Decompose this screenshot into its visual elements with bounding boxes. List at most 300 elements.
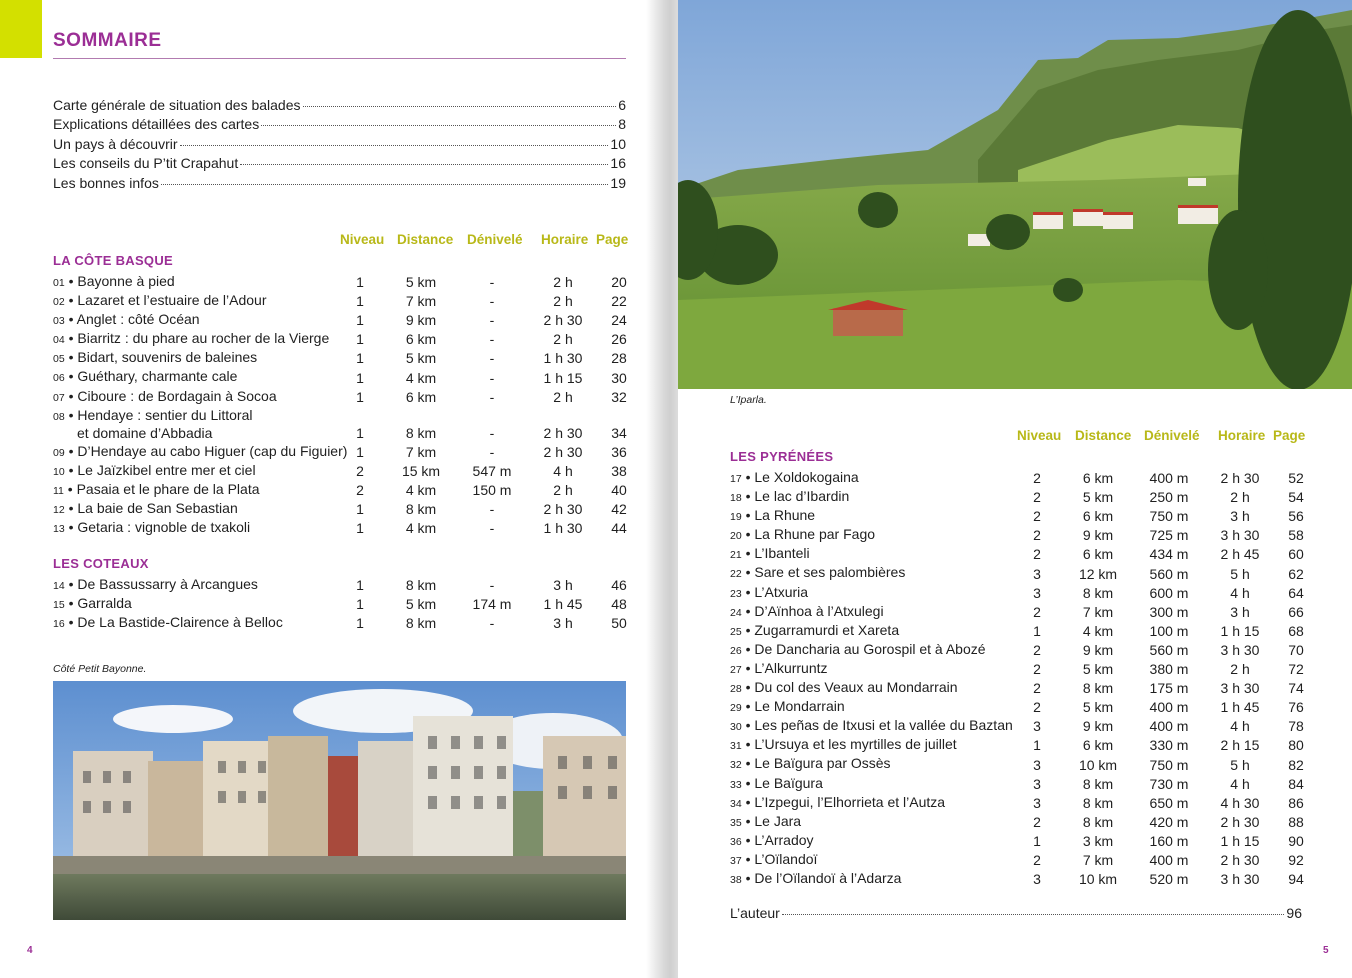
walk-horaire: 1 h 15 (543, 369, 583, 386)
bullet-separator: • (741, 564, 755, 581)
walk-row[interactable] (53, 595, 653, 614)
walk-denivele: - (489, 424, 495, 441)
walk-name: Le lac d’Ibardin (754, 488, 850, 505)
page-title: SOMMAIRE (53, 30, 162, 51)
walk-distance: 4 km (1082, 622, 1114, 639)
walk-distance: 9 km (1082, 718, 1114, 735)
bullet-separator: • (741, 850, 755, 867)
walk-horaire: 3 h (553, 615, 573, 632)
bullet-separator: • (64, 442, 78, 459)
walk-niveau: 2 (1033, 851, 1041, 868)
dot-leader (240, 164, 608, 165)
walk-horaire: 2 h (1230, 661, 1250, 678)
header-distance: Distance (1075, 428, 1132, 443)
walk-denivele: - (489, 520, 495, 537)
walk-denivele: 100 m (1149, 622, 1189, 639)
walk-title (53, 330, 329, 348)
walk-distance: 10 km (1078, 871, 1118, 888)
walk-name: Biarritz : du phare au rocher de la Vierge (77, 330, 330, 347)
walk-page: 66 (1288, 603, 1304, 620)
walk-horaire: 1 h 30 (543, 350, 583, 367)
walk-page: 84 (1288, 775, 1304, 792)
header-niveau: Niveau (1017, 428, 1062, 443)
walk-page: 74 (1288, 680, 1304, 697)
toc-item-label: Un pays à découvrir (53, 135, 178, 152)
walk-distance: 6 km (405, 331, 437, 348)
walk-horaire: 2 h 30 (543, 312, 583, 329)
walk-niveau: 1 (356, 443, 364, 460)
walk-page: 36 (611, 443, 627, 460)
walk-niveau: 2 (1033, 546, 1041, 563)
bayonne-photo (53, 681, 626, 920)
header-horaire: Horaire (1218, 428, 1266, 443)
walk-row[interactable] (730, 603, 1330, 622)
bullet-separator: • (64, 387, 78, 404)
toc-list (53, 97, 626, 194)
walk-niveau: 2 (1033, 813, 1041, 830)
bullet-separator: • (741, 717, 755, 734)
author-toc-item[interactable] (730, 905, 1302, 921)
bullet-separator: • (64, 499, 78, 516)
walk-number: 12 (53, 503, 65, 516)
walk-row[interactable] (53, 349, 653, 368)
walk-horaire: 1 h 15 (1220, 622, 1260, 639)
bullet-separator: • (64, 273, 78, 289)
bullet-separator: • (741, 469, 755, 485)
walk-name: Du col des Veaux au Mondarrain (754, 679, 958, 696)
walk-distance: 5 km (405, 274, 437, 291)
walk-niveau: 2 (1033, 641, 1041, 658)
walk-distance: 9 km (1082, 641, 1114, 658)
walk-row[interactable] (730, 622, 1330, 641)
header-denivele: Dénivelé (467, 232, 523, 247)
walk-distance: 5 km (1082, 489, 1114, 506)
bullet-separator: • (741, 640, 755, 657)
walk-title (730, 736, 957, 754)
walk-distance: 5 km (1082, 699, 1114, 716)
walk-row[interactable] (730, 641, 1330, 660)
walk-niveau: 1 (1033, 737, 1041, 754)
header-horaire: Horaire (541, 232, 589, 247)
walk-distance: 10 km (1078, 756, 1118, 773)
walk-name: Bayonne à pied (77, 273, 175, 289)
walk-title (53, 311, 200, 329)
walk-row[interactable] (53, 614, 653, 633)
walk-niveau: 3 (1033, 794, 1041, 811)
walk-name: De l’Oïlandoï à l’Adarza (754, 869, 902, 886)
walk-number: 32 (730, 759, 742, 772)
walk-denivele: 547 m (472, 462, 512, 479)
walk-row[interactable] (53, 273, 653, 292)
walk-niveau: 2 (1033, 508, 1041, 525)
walk-page: 38 (611, 462, 627, 479)
walk-page: 58 (1288, 527, 1304, 544)
walk-name: Sare et ses palombières (754, 564, 906, 581)
walk-page: 46 (611, 577, 627, 594)
walk-distance: 8 km (1082, 794, 1114, 811)
header-page: Page (1273, 428, 1306, 443)
walk-row[interactable] (730, 660, 1330, 679)
walk-number: 25 (730, 625, 742, 638)
walk-page: 80 (1288, 737, 1304, 754)
bullet-separator: • (741, 621, 755, 638)
walk-denivele: 730 m (1149, 775, 1189, 792)
dot-leader (782, 914, 1285, 915)
toc-item[interactable] (53, 175, 626, 194)
walk-distance: 6 km (1082, 546, 1114, 563)
toc-item-page: 10 (610, 135, 626, 152)
walk-niveau: 2 (1033, 699, 1041, 716)
walk-number: 20 (730, 530, 742, 543)
walk-number: 17 (730, 473, 742, 485)
walk-niveau: 1 (356, 577, 364, 594)
walk-distance: 8 km (405, 424, 437, 441)
walk-number: 30 (730, 721, 742, 734)
walk-row[interactable] (730, 469, 1330, 488)
walk-horaire: 3 h (1230, 603, 1250, 620)
walk-row[interactable] (730, 736, 1330, 755)
bullet-separator: • (741, 793, 755, 810)
walk-name: Pasaia et le phare de la Plata (76, 480, 260, 497)
walk-row[interactable] (53, 292, 653, 311)
bullet-separator: • (741, 869, 755, 886)
walk-horaire: 3 h 30 (1220, 527, 1260, 544)
walk-name: La Rhune par Fago (754, 526, 876, 543)
walk-page: 20 (611, 274, 627, 291)
bullet-separator: • (741, 488, 755, 505)
walk-niveau: 1 (356, 615, 364, 632)
bullet-separator: • (741, 774, 755, 791)
walk-niveau: 2 (1033, 527, 1041, 544)
walk-title (53, 443, 347, 461)
walk-horaire: 2 h 30 (1220, 813, 1260, 830)
walk-title (730, 526, 875, 544)
bullet-separator: • (64, 461, 78, 478)
bullet-separator: • (741, 526, 755, 543)
walk-name: Ciboure : de Bordagain à Socoa (77, 387, 277, 404)
walk-page: 68 (1288, 622, 1304, 639)
walk-row[interactable] (730, 679, 1330, 698)
walk-row[interactable] (53, 368, 653, 387)
walk-horaire: 3 h (553, 577, 573, 594)
toc-item-page: 19 (610, 174, 626, 191)
walk-horaire: 1 h 15 (1220, 832, 1260, 849)
walk-title (53, 292, 266, 310)
walk-row[interactable] (730, 584, 1330, 603)
walk-row[interactable] (730, 775, 1330, 794)
walk-row[interactable] (730, 870, 1330, 889)
walk-distance: 4 km (405, 520, 437, 537)
walk-name: Le Baïgura par Ossès (754, 755, 891, 772)
toc-item[interactable] (53, 116, 626, 135)
walk-title (53, 407, 252, 441)
bullet-separator: • (741, 507, 755, 524)
walk-row[interactable] (53, 519, 653, 538)
walk-number: 13 (53, 523, 65, 536)
walk-horaire: 2 h (553, 331, 573, 348)
walk-denivele: 434 m (1149, 546, 1189, 563)
walk-page: 52 (1288, 470, 1304, 487)
walk-name-continued: et domaine d’Abbadia (77, 424, 213, 441)
walk-row[interactable] (730, 507, 1330, 526)
walk-row[interactable] (730, 755, 1330, 774)
walk-row[interactable] (53, 311, 653, 330)
walk-niveau: 1 (356, 312, 364, 329)
walk-page: 40 (611, 481, 627, 498)
walk-number: 24 (730, 606, 742, 619)
walk-niveau: 1 (356, 274, 364, 291)
bullet-separator: • (63, 480, 77, 497)
walk-number: 02 (53, 296, 65, 309)
bullet-separator: • (741, 812, 755, 829)
walk-row[interactable] (730, 545, 1330, 564)
walk-horaire: 3 h 30 (1220, 871, 1260, 888)
header-page: Page (596, 232, 629, 247)
walk-number: 27 (730, 663, 742, 676)
walk-distance: 6 km (1082, 470, 1114, 487)
bullet-separator: • (741, 698, 755, 715)
walk-row[interactable] (53, 388, 653, 407)
walk-page: 50 (611, 615, 627, 632)
walk-page: 30 (611, 369, 627, 386)
walk-name: L’Ursuya et les myrtilles de juillet (754, 736, 957, 753)
bullet-separator: • (741, 755, 755, 772)
walk-distance: 6 km (1082, 508, 1114, 525)
walk-number: 16 (53, 618, 65, 631)
header-niveau: Niveau (340, 232, 385, 247)
walk-denivele: - (489, 388, 495, 405)
walk-niveau: 2 (1033, 489, 1041, 506)
walk-number: 33 (730, 778, 742, 791)
walk-row[interactable] (53, 500, 653, 519)
walk-distance: 4 km (405, 369, 437, 386)
section-title-coteaux: LES COTEAUX (53, 556, 149, 571)
walk-title (53, 481, 260, 499)
walk-horaire: 2 h 30 (543, 424, 583, 441)
walk-horaire: 2 h (553, 388, 573, 405)
walk-title (730, 832, 814, 850)
toc-item[interactable] (53, 136, 626, 155)
walk-horaire: 4 h (1230, 718, 1250, 735)
walk-name: L’Alkurruntz (754, 659, 828, 676)
walk-number: 28 (730, 683, 742, 696)
walk-number: 19 (730, 511, 742, 524)
section-title-pyrenees: LES PYRÉNÉES (730, 449, 834, 464)
walk-niveau: 3 (1033, 775, 1041, 792)
walk-row[interactable] (53, 576, 653, 595)
walk-denivele: 300 m (1149, 603, 1189, 620)
walk-number: 05 (53, 353, 65, 366)
walk-row[interactable] (730, 526, 1330, 545)
walk-niveau: 1 (356, 293, 364, 310)
walk-distance: 8 km (1082, 775, 1114, 792)
walk-page: 28 (611, 350, 627, 367)
walk-page: 48 (611, 596, 627, 613)
walk-row[interactable] (730, 698, 1330, 717)
toc-item[interactable] (53, 155, 626, 174)
toc-item-page: 8 (618, 116, 626, 133)
walk-row[interactable] (730, 813, 1330, 832)
walk-name: Le Xoldokogaina (754, 469, 859, 485)
walk-number: 23 (730, 587, 742, 600)
walk-title (730, 717, 1013, 735)
walk-name: Le Mondarrain (754, 698, 845, 715)
walk-page: 78 (1288, 718, 1304, 735)
walk-horaire: 4 h (553, 462, 573, 479)
walk-number: 29 (730, 702, 742, 715)
walk-denivele: - (489, 577, 495, 594)
bullet-separator: • (64, 519, 78, 536)
walk-denivele: 400 m (1149, 699, 1189, 716)
author-label: L’auteur (730, 905, 780, 921)
walk-horaire: 1 h 45 (543, 596, 583, 613)
walk-number: 15 (53, 599, 65, 612)
walk-denivele: 750 m (1149, 756, 1189, 773)
bullet-separator: • (741, 736, 755, 753)
walk-distance: 6 km (1082, 737, 1114, 754)
walk-row[interactable] (730, 794, 1330, 813)
walk-page: 82 (1288, 756, 1304, 773)
bullet-separator: • (64, 576, 78, 592)
walk-title (53, 273, 175, 291)
walk-denivele: 750 m (1149, 508, 1189, 525)
walk-name: De Bassussarry à Arcangues (77, 576, 258, 592)
walk-denivele: 400 m (1149, 470, 1189, 487)
walk-name: Les peñas de Itxusi et la vallée du Baztan (754, 717, 1013, 734)
walk-denivele: 250 m (1149, 489, 1189, 506)
walk-horaire: 2 h 30 (1220, 470, 1260, 487)
photo-caption: L’Iparla. (730, 394, 767, 406)
walk-horaire: 2 h 15 (1220, 737, 1260, 754)
walk-niveau: 3 (1033, 584, 1041, 601)
walk-name: Getaria : vignoble de txakoli (77, 519, 251, 536)
walk-denivele: - (489, 274, 495, 291)
walk-title (730, 545, 810, 563)
walk-row[interactable] (53, 407, 653, 443)
walk-page: 72 (1288, 661, 1304, 678)
walk-page: 24 (611, 312, 627, 329)
walk-distance: 6 km (405, 388, 437, 405)
walk-title (730, 507, 815, 525)
walk-niveau: 1 (356, 596, 364, 613)
walk-distance: 8 km (1082, 584, 1114, 601)
dot-leader (303, 106, 617, 107)
walk-niveau: 1 (356, 424, 364, 441)
walk-niveau: 3 (1033, 756, 1041, 773)
walk-number: 14 (53, 580, 65, 592)
walk-title (53, 576, 258, 594)
walk-page: 26 (611, 331, 627, 348)
toc-item-page: 16 (610, 155, 626, 172)
toc-item-page: 6 (618, 97, 626, 113)
walk-row[interactable] (53, 330, 653, 349)
walk-niveau: 1 (356, 501, 364, 518)
walk-horaire: 2 h 30 (543, 443, 583, 460)
walk-name: Le Jaïzkibel entre mer et ciel (77, 461, 256, 478)
walk-distance: 4 km (405, 481, 437, 498)
walk-horaire: 5 h (1230, 756, 1250, 773)
bullet-separator: • (741, 583, 755, 600)
walk-row[interactable] (53, 462, 653, 481)
bullet-separator: • (64, 595, 78, 612)
walk-denivele: 330 m (1149, 737, 1189, 754)
walk-name: Garralda (77, 595, 132, 612)
walk-number: 09 (53, 446, 65, 459)
walk-page: 88 (1288, 813, 1304, 830)
walk-name: L’Ibanteli (754, 545, 810, 562)
walk-horaire: 2 h (553, 274, 573, 291)
walk-number: 38 (730, 873, 742, 886)
walk-denivele: - (489, 615, 495, 632)
walk-row[interactable] (730, 564, 1330, 583)
walk-niveau: 1 (356, 350, 364, 367)
bullet-separator: • (741, 659, 755, 676)
walk-number: 21 (730, 549, 742, 562)
bullet-separator: • (64, 292, 78, 309)
walk-niveau: 2 (1033, 680, 1041, 697)
author-page: 96 (1286, 905, 1302, 921)
walk-row[interactable] (730, 832, 1330, 851)
walk-distance: 7 km (405, 443, 437, 460)
walk-row[interactable] (730, 851, 1330, 870)
walk-distance: 3 km (1082, 832, 1114, 849)
walk-number: 06 (53, 372, 65, 385)
walk-niveau: 2 (1033, 470, 1041, 487)
walk-number: 35 (730, 816, 742, 829)
section-title-cote-basque: LA CÔTE BASQUE (53, 253, 174, 268)
walk-row[interactable] (53, 443, 653, 462)
walk-denivele: - (489, 293, 495, 310)
bullet-separator: • (64, 614, 78, 631)
toc-item-label: Carte générale de situation des balades (53, 97, 301, 113)
right-page (678, 0, 1352, 978)
walk-niveau: 1 (356, 331, 364, 348)
walk-denivele: 160 m (1149, 832, 1189, 849)
page-number: 4 (27, 945, 33, 956)
walk-distance: 5 km (1082, 661, 1114, 678)
walk-title (730, 603, 884, 621)
walk-distance: 8 km (1082, 813, 1114, 830)
walk-row[interactable] (730, 717, 1330, 736)
walk-row[interactable] (730, 488, 1330, 507)
walk-denivele: - (489, 443, 495, 460)
walk-denivele: 520 m (1149, 871, 1189, 888)
walk-list-cote-basque (53, 273, 653, 538)
toc-item-label: Explications détaillées des cartes (53, 116, 260, 133)
title-rule (53, 58, 626, 59)
walk-name: L’Oïlandoï (754, 850, 818, 867)
walk-distance: 5 km (405, 350, 437, 367)
toc-item[interactable] (53, 97, 626, 116)
walk-denivele: 400 m (1149, 718, 1189, 735)
walk-page: 56 (1288, 508, 1304, 525)
bullet-separator: • (64, 311, 77, 328)
walk-niveau: 2 (356, 481, 364, 498)
walk-page: 22 (611, 293, 627, 310)
walk-denivele: - (489, 331, 495, 348)
walk-distance: 9 km (405, 312, 437, 329)
walk-row[interactable] (53, 481, 653, 500)
walk-horaire: 2 h (1230, 489, 1250, 506)
walk-niveau: 2 (1033, 603, 1041, 620)
walk-horaire: 2 h (553, 293, 573, 310)
walk-denivele: 600 m (1149, 584, 1189, 601)
walk-number: 37 (730, 854, 742, 867)
walk-denivele: - (489, 350, 495, 367)
walk-horaire: 2 h 30 (1220, 851, 1260, 868)
walk-name: L’Atxuria (754, 583, 809, 600)
walk-niveau: 1 (356, 388, 364, 405)
